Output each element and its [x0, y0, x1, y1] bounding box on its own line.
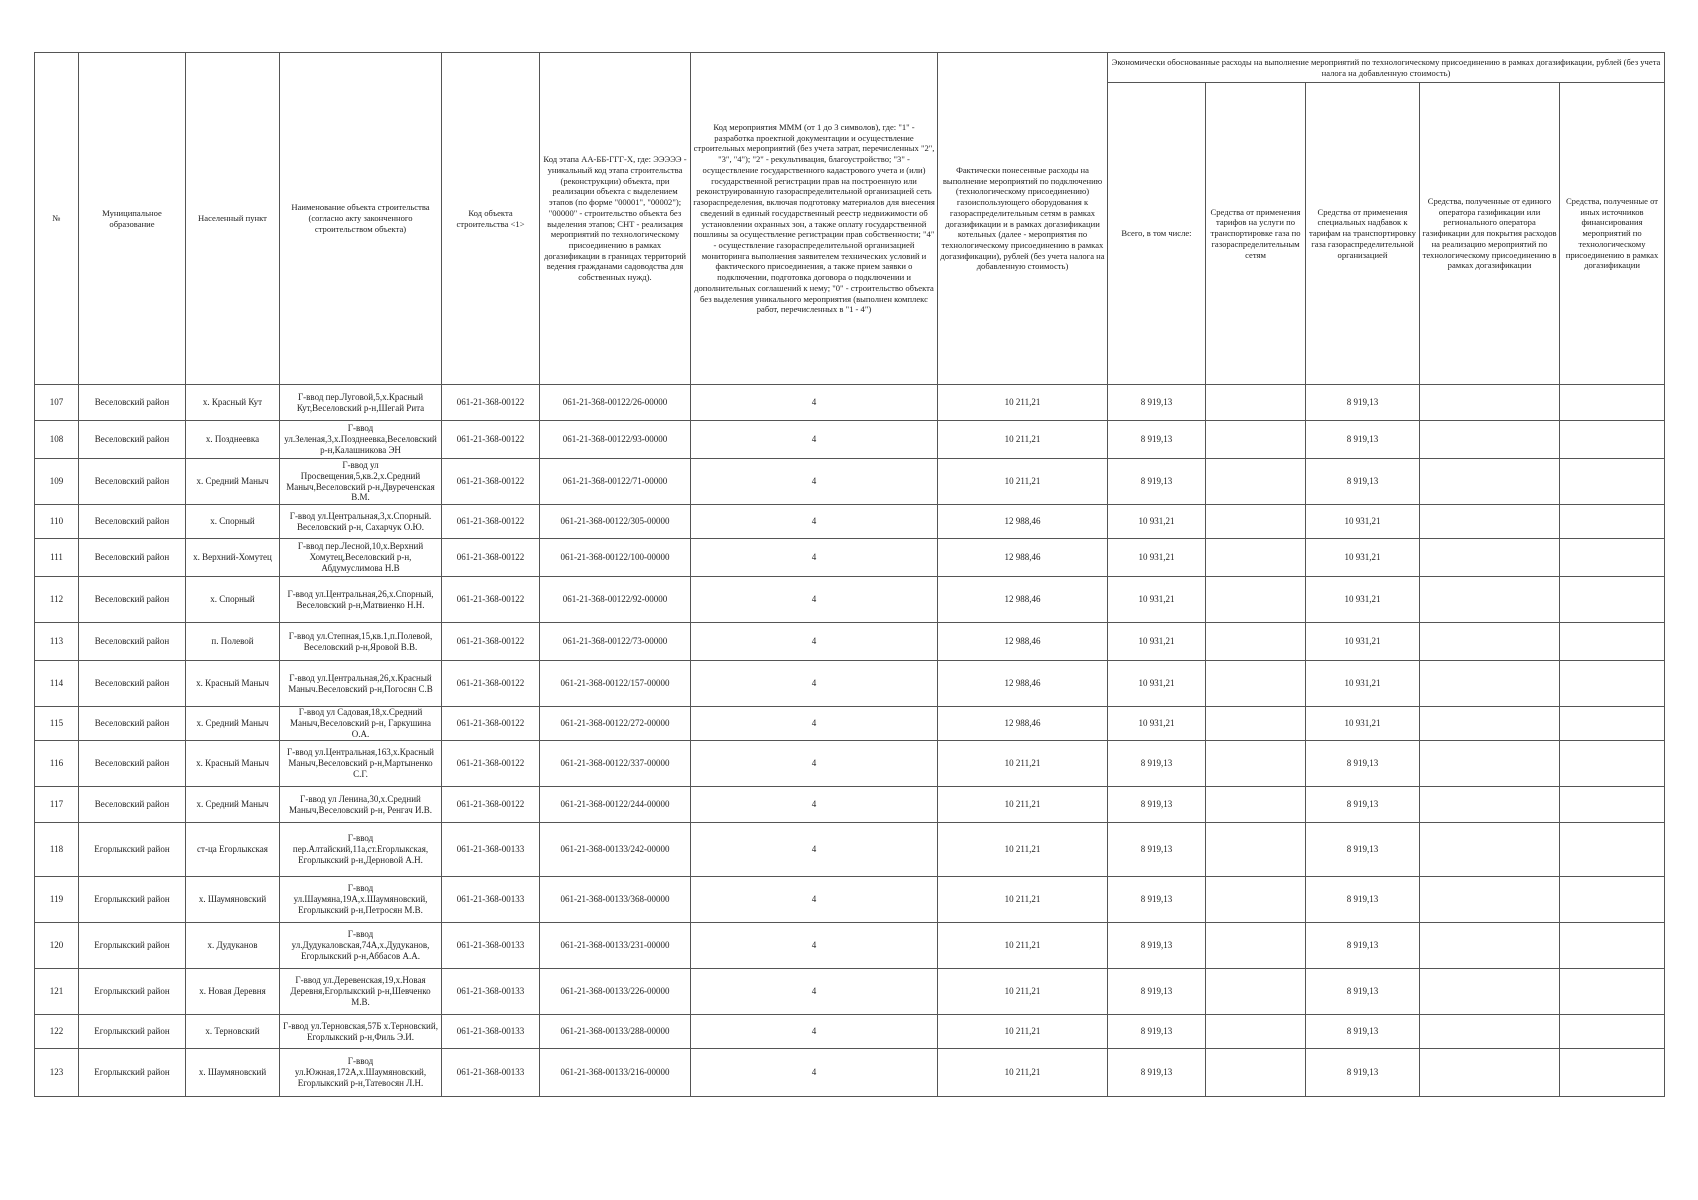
cell-tariff-funds	[1206, 459, 1306, 505]
cell-stage-code: 061-21-368-00133/231-00000	[540, 923, 691, 969]
cell-activity-code: 4	[691, 661, 938, 707]
cell-activity-code: 4	[691, 577, 938, 623]
cell-no: 107	[35, 385, 79, 421]
col-header-tariff-funds: Средства от применения тарифов на услуги по транспортировке газа по газораспределительным сетям	[1206, 83, 1306, 385]
cell-settlement: х. Красный Маныч	[186, 741, 280, 787]
cell-actual-costs: 12 988,46	[938, 623, 1108, 661]
cell-settlement: п. Полевой	[186, 623, 280, 661]
cell-special-surcharge: 8 919,13	[1306, 741, 1420, 787]
cell-total: 8 919,13	[1108, 459, 1206, 505]
cell-actual-costs: 10 211,21	[938, 1049, 1108, 1097]
cell-object-code: 061-21-368-00133	[442, 969, 540, 1015]
cell-special-surcharge: 10 931,21	[1306, 505, 1420, 539]
cell-municipality: Веселовский район	[79, 577, 186, 623]
cell-tariff-funds	[1206, 421, 1306, 459]
col-header-no: №	[35, 53, 79, 385]
cell-activity-code: 4	[691, 539, 938, 577]
cell-tariff-funds	[1206, 741, 1306, 787]
table-row	[35, 459, 1665, 505]
cell-other-sources	[1560, 741, 1665, 787]
cell-object-code: 061-21-368-00122	[442, 577, 540, 623]
cell-settlement: х. Красный Маныч	[186, 661, 280, 707]
cell-object-code: 061-21-368-00122	[442, 385, 540, 421]
cell-actual-costs: 10 211,21	[938, 787, 1108, 823]
cell-stage-code: 061-21-368-00133/216-00000	[540, 1049, 691, 1097]
cell-object-name: Г-ввод ул.Дудукаловская,74А,х.Дудуканов, Егорлыкский р-н,Аббасов А.А.	[280, 923, 442, 969]
cell-tariff-funds	[1206, 539, 1306, 577]
col-header-municipality: Муниципальное образование	[79, 53, 186, 385]
cell-other-sources	[1560, 385, 1665, 421]
cell-other-sources	[1560, 823, 1665, 877]
cell-object-name: Г-ввод пер.Луговой,5,х.Красный Кут,Веселовский р-н,Шегай Рита	[280, 385, 442, 421]
cell-object-code: 061-21-368-00122	[442, 421, 540, 459]
cell-other-sources	[1560, 923, 1665, 969]
col-header-object-code: Код объекта строительства <1>	[442, 53, 540, 385]
cell-actual-costs: 10 211,21	[938, 923, 1108, 969]
table-row	[35, 577, 1665, 623]
cell-settlement: х. Средний Маныч	[186, 707, 280, 741]
cell-total: 8 919,13	[1108, 969, 1206, 1015]
cell-tariff-funds	[1206, 877, 1306, 923]
cell-other-sources	[1560, 505, 1665, 539]
col-header-operator-funds: Средства, полученные от единого оператора газификации или регионального оператора газификации для покрытия расходов на реализацию мероприятий по технологическому присоединению в рамках догазификации	[1420, 83, 1560, 385]
cell-activity-code: 4	[691, 741, 938, 787]
cell-tariff-funds	[1206, 661, 1306, 707]
cell-total: 10 931,21	[1108, 623, 1206, 661]
cell-actual-costs: 12 988,46	[938, 707, 1108, 741]
cell-actual-costs: 10 211,21	[938, 969, 1108, 1015]
cell-special-surcharge: 8 919,13	[1306, 385, 1420, 421]
cell-total: 8 919,13	[1108, 877, 1206, 923]
cell-no: 116	[35, 741, 79, 787]
cell-municipality: Веселовский район	[79, 459, 186, 505]
cell-other-sources	[1560, 1015, 1665, 1049]
cell-no: 108	[35, 421, 79, 459]
cell-municipality: Веселовский район	[79, 787, 186, 823]
cell-no: 119	[35, 877, 79, 923]
cell-municipality: Егорлыкский район	[79, 1015, 186, 1049]
col-header-activity-code: Код мероприятия МММ (от 1 до 3 символов), где: "1" - разработка проектной документации и осуществление строительных мероприятий (без учета затрат, перечисленных "2", "3", "4"); "2" - рекультивация, благоустройство; "3" - осуществление государственного кадастрового учета и (или) государственной регистрации прав на построенную или реконструированную газораспределительной организацией сеть газораспределения, включая подготовку материалов для внесения сведений в единый государственный реестр недвижимости об установлении охранных зон, а также оплату государственной пошлины за осуществление регистрации прав собственности; "4" - осуществление газораспределительной организацией мониторинга выполнения заявителем технических условий и фактического присоединения, а также прием заявки о подключении, подготовка договора о подключении и дополнительных соглашений к нему; "0" - строительство объекта без выделения уникального мероприятия (выполнен комплекс работ, перечисленных в "1 - 4")	[691, 53, 938, 385]
cell-object-name: Г-ввод ул Садовая,18,х.Средний Маныч,Веселовский р-н, Гаркушина О.А.	[280, 707, 442, 741]
cell-other-sources	[1560, 539, 1665, 577]
cell-no: 117	[35, 787, 79, 823]
cell-settlement: х. Красный Кут	[186, 385, 280, 421]
cell-operator-funds	[1420, 1049, 1560, 1097]
cell-activity-code: 4	[691, 1015, 938, 1049]
cell-no: 111	[35, 539, 79, 577]
cell-special-surcharge: 10 931,21	[1306, 623, 1420, 661]
cell-other-sources	[1560, 421, 1665, 459]
cell-other-sources	[1560, 969, 1665, 1015]
cell-object-name: Г-ввод ул Ленина,30,х.Средний Маныч,Веселовский р-н, Ренгач И.В.	[280, 787, 442, 823]
cell-object-name: Г-ввод ул.Центральная,163,х.Красный Маныч,Веселовский р-н,Мартыненко С.Г.	[280, 741, 442, 787]
cell-settlement: х. Средний Маныч	[186, 459, 280, 505]
cell-tariff-funds	[1206, 577, 1306, 623]
cell-other-sources	[1560, 459, 1665, 505]
cell-special-surcharge: 8 919,13	[1306, 787, 1420, 823]
cell-stage-code: 061-21-368-00122/73-00000	[540, 623, 691, 661]
cell-special-surcharge: 8 919,13	[1306, 969, 1420, 1015]
cell-object-name: Г-ввод ул.Шаумяна,19А,х.Шаумяновский, Егорлыкский р-н,Петросян М.В.	[280, 877, 442, 923]
cell-activity-code: 4	[691, 421, 938, 459]
cell-tariff-funds	[1206, 623, 1306, 661]
cell-settlement: х. Дудуканов	[186, 923, 280, 969]
cell-activity-code: 4	[691, 877, 938, 923]
cell-stage-code: 061-21-368-00122/244-00000	[540, 787, 691, 823]
cell-operator-funds	[1420, 741, 1560, 787]
cell-object-name: Г-ввод ул.Зеленая,3,х.Позднеевка,Веселовский р-н,Калашникова ЭН	[280, 421, 442, 459]
cell-stage-code: 061-21-368-00122/92-00000	[540, 577, 691, 623]
cell-special-surcharge: 10 931,21	[1306, 539, 1420, 577]
cell-object-code: 061-21-368-00122	[442, 787, 540, 823]
cell-municipality: Веселовский район	[79, 539, 186, 577]
cell-tariff-funds	[1206, 823, 1306, 877]
cell-special-surcharge: 8 919,13	[1306, 923, 1420, 969]
cell-operator-funds	[1420, 505, 1560, 539]
table-row	[35, 661, 1665, 707]
cell-object-code: 061-21-368-00133	[442, 823, 540, 877]
cell-object-name: Г-ввод ул.Деревенская,19,х.Новая Деревня,Егорлыкский р-н,Шевченко М.В.	[280, 969, 442, 1015]
cell-total: 10 931,21	[1108, 577, 1206, 623]
cell-tariff-funds	[1206, 1049, 1306, 1097]
cell-operator-funds	[1420, 577, 1560, 623]
col-header-object-name: Наименование объекта строительства (согласно акту законченного строительством объекта)	[280, 53, 442, 385]
cell-object-name: Г-ввод пер.Лесной,10,х.Верхний Хомутец,Веселовский р-н, Абдумуслимова Н.В	[280, 539, 442, 577]
cell-municipality: Егорлыкский район	[79, 877, 186, 923]
table-row	[35, 539, 1665, 577]
cell-settlement: х. Спорный	[186, 505, 280, 539]
cell-stage-code: 061-21-368-00122/100-00000	[540, 539, 691, 577]
cell-other-sources	[1560, 877, 1665, 923]
cell-activity-code: 4	[691, 969, 938, 1015]
cell-settlement: х. Позднеевка	[186, 421, 280, 459]
cell-object-code: 061-21-368-00133	[442, 1049, 540, 1097]
cell-activity-code: 4	[691, 823, 938, 877]
cell-object-code: 061-21-368-00122	[442, 505, 540, 539]
cell-settlement: х. Шаумяновский	[186, 877, 280, 923]
cell-activity-code: 4	[691, 1049, 938, 1097]
cell-municipality: Веселовский район	[79, 741, 186, 787]
cell-object-code: 061-21-368-00122	[442, 539, 540, 577]
col-header-group-economic-costs: Экономически обоснованные расходы на выполнение мероприятий по технологическому присоединению в рамках догазификации, рублей (без учета налога на добавленную стоимость)	[1108, 53, 1665, 83]
cell-municipality: Егорлыкский район	[79, 969, 186, 1015]
table-row	[35, 421, 1665, 459]
table-header	[35, 53, 1665, 385]
cell-activity-code: 4	[691, 385, 938, 421]
table-row	[35, 1049, 1665, 1097]
col-header-other-sources: Средства, полученные от иных источников финансирования мероприятий по технологическому присоединению в рамках догазификации	[1560, 83, 1665, 385]
table-row	[35, 623, 1665, 661]
cell-tariff-funds	[1206, 787, 1306, 823]
cell-stage-code: 061-21-368-00122/93-00000	[540, 421, 691, 459]
cell-settlement: х. Шаумяновский	[186, 1049, 280, 1097]
cell-object-name: Г-ввод ул.Южная,172А,х.Шаумяновский, Егорлыкский р-н,Татевосян Л.Н.	[280, 1049, 442, 1097]
col-header-total: Всего, в том числе:	[1108, 83, 1206, 385]
cell-total: 8 919,13	[1108, 385, 1206, 421]
cell-operator-funds	[1420, 923, 1560, 969]
cell-stage-code: 061-21-368-00122/305-00000	[540, 505, 691, 539]
table-row	[35, 707, 1665, 741]
cell-municipality: Веселовский район	[79, 661, 186, 707]
cell-special-surcharge: 8 919,13	[1306, 1015, 1420, 1049]
cell-object-code: 061-21-368-00133	[442, 877, 540, 923]
cell-settlement: х. Спорный	[186, 577, 280, 623]
table-row	[35, 741, 1665, 787]
cell-operator-funds	[1420, 459, 1560, 505]
cell-municipality: Егорлыкский район	[79, 923, 186, 969]
cell-operator-funds	[1420, 787, 1560, 823]
table-row	[35, 505, 1665, 539]
cell-no: 112	[35, 577, 79, 623]
cell-no: 123	[35, 1049, 79, 1097]
cell-municipality: Веселовский район	[79, 623, 186, 661]
cell-no: 114	[35, 661, 79, 707]
table-body	[35, 385, 1665, 1097]
cell-tariff-funds	[1206, 969, 1306, 1015]
cell-activity-code: 4	[691, 923, 938, 969]
col-header-stage-code: Код этапа АА-ББ-ГГГ-Х, где: ЭЭЭЭЭ - уникальный код этапа строительства (реконструкции) объекта, при реализации объекта с выделением этапов (по форме "00001", "00002"); "00000" - строительство объекта без выделения этапов; СНТ - реализация мероприятий по технологическому присоединению в рамках догазификации в границах территорий ведения гражданами садоводства для собственных нужд).	[540, 53, 691, 385]
cell-municipality: Егорлыкский район	[79, 823, 186, 877]
table-row	[35, 923, 1665, 969]
cell-stage-code: 061-21-368-00133/288-00000	[540, 1015, 691, 1049]
cell-municipality: Веселовский район	[79, 421, 186, 459]
cell-municipality: Веселовский район	[79, 385, 186, 421]
cell-municipality: Веселовский район	[79, 707, 186, 741]
cell-object-name: Г-ввод ул Просвещения,5,кв.2,х.Средний Маныч,Веселовский р-н,Двуреченская В.М.	[280, 459, 442, 505]
table-row	[35, 787, 1665, 823]
cell-activity-code: 4	[691, 623, 938, 661]
table-row	[35, 823, 1665, 877]
cell-other-sources	[1560, 577, 1665, 623]
cell-other-sources	[1560, 787, 1665, 823]
cell-stage-code: 061-21-368-00122/71-00000	[540, 459, 691, 505]
cell-total: 10 931,21	[1108, 539, 1206, 577]
cell-other-sources	[1560, 623, 1665, 661]
cell-operator-funds	[1420, 421, 1560, 459]
cell-total: 8 919,13	[1108, 923, 1206, 969]
cell-total: 8 919,13	[1108, 1049, 1206, 1097]
cell-tariff-funds	[1206, 385, 1306, 421]
cell-special-surcharge: 10 931,21	[1306, 577, 1420, 623]
cell-activity-code: 4	[691, 787, 938, 823]
cell-no: 120	[35, 923, 79, 969]
cell-object-name: Г-ввод ул.Центральная,3,х.Спорный. Веселовский р-н, Сахарчук О.Ю.	[280, 505, 442, 539]
cell-no: 109	[35, 459, 79, 505]
cell-stage-code: 061-21-368-00133/368-00000	[540, 877, 691, 923]
cell-stage-code: 061-21-368-00133/242-00000	[540, 823, 691, 877]
cell-object-code: 061-21-368-00133	[442, 923, 540, 969]
cell-tariff-funds	[1206, 505, 1306, 539]
cell-no: 113	[35, 623, 79, 661]
cell-municipality: Веселовский район	[79, 505, 186, 539]
cell-no: 122	[35, 1015, 79, 1049]
cell-special-surcharge: 8 919,13	[1306, 421, 1420, 459]
table-row	[35, 385, 1665, 421]
col-header-settlement: Населенный пункт	[186, 53, 280, 385]
cell-object-code: 061-21-368-00122	[442, 741, 540, 787]
cell-total: 8 919,13	[1108, 823, 1206, 877]
cell-total: 10 931,21	[1108, 707, 1206, 741]
cell-no: 110	[35, 505, 79, 539]
cell-total: 10 931,21	[1108, 661, 1206, 707]
cell-settlement: ст-ца Егорлыкская	[186, 823, 280, 877]
cell-no: 115	[35, 707, 79, 741]
cell-object-name: Г-ввод ул.Центральная,26,х.Спорный, Веселовский р-н,Матвиенко Н.Н.	[280, 577, 442, 623]
cell-total: 8 919,13	[1108, 421, 1206, 459]
cell-total: 8 919,13	[1108, 741, 1206, 787]
cell-actual-costs: 10 211,21	[938, 877, 1108, 923]
col-header-special-surcharge: Средства от применения специальных надбавок к тарифам на транспортировку газа газораспределительной организацией	[1306, 83, 1420, 385]
cell-stage-code: 061-21-368-00122/157-00000	[540, 661, 691, 707]
cell-operator-funds	[1420, 823, 1560, 877]
cell-actual-costs: 12 988,46	[938, 577, 1108, 623]
cell-object-name: Г-ввод пер.Алтайский,11а,ст.Егорлыкская, Егорлыкский р-н,Дерновой А.Н.	[280, 823, 442, 877]
cell-object-code: 061-21-368-00122	[442, 623, 540, 661]
cell-operator-funds	[1420, 969, 1560, 1015]
cell-special-surcharge: 10 931,21	[1306, 661, 1420, 707]
cell-actual-costs: 10 211,21	[938, 385, 1108, 421]
cell-total: 8 919,13	[1108, 787, 1206, 823]
cell-operator-funds	[1420, 877, 1560, 923]
cell-total: 8 919,13	[1108, 1015, 1206, 1049]
cell-activity-code: 4	[691, 505, 938, 539]
cell-operator-funds	[1420, 661, 1560, 707]
cell-settlement: х. Терновский	[186, 1015, 280, 1049]
cell-object-name: Г-ввод ул.Терновская,57Б х.Терновский, Егорлыкский р-н,Филь Э.И.	[280, 1015, 442, 1049]
cell-stage-code: 061-21-368-00122/337-00000	[540, 741, 691, 787]
cell-object-code: 061-21-368-00122	[442, 661, 540, 707]
cell-stage-code: 061-21-368-00122/26-00000	[540, 385, 691, 421]
cell-stage-code: 061-21-368-00122/272-00000	[540, 707, 691, 741]
cell-special-surcharge: 8 919,13	[1306, 823, 1420, 877]
cell-object-code: 061-21-368-00122	[442, 459, 540, 505]
cell-actual-costs: 12 988,46	[938, 505, 1108, 539]
cell-activity-code: 4	[691, 707, 938, 741]
cell-municipality: Егорлыкский район	[79, 1049, 186, 1097]
cell-settlement: х. Верхний-Хомутец	[186, 539, 280, 577]
cell-object-code: 061-21-368-00133	[442, 1015, 540, 1049]
table-row	[35, 969, 1665, 1015]
cell-special-surcharge: 10 931,21	[1306, 707, 1420, 741]
cell-other-sources	[1560, 1049, 1665, 1097]
cell-actual-costs: 10 211,21	[938, 421, 1108, 459]
cell-tariff-funds	[1206, 923, 1306, 969]
cell-activity-code: 4	[691, 459, 938, 505]
cell-actual-costs: 10 211,21	[938, 459, 1108, 505]
cell-object-name: Г-ввод ул.Степная,15,кв.1,п.Полевой, Веселовский р-н,Яровой В.В.	[280, 623, 442, 661]
cell-actual-costs: 10 211,21	[938, 741, 1108, 787]
cell-other-sources	[1560, 707, 1665, 741]
cell-stage-code: 061-21-368-00133/226-00000	[540, 969, 691, 1015]
cell-no: 121	[35, 969, 79, 1015]
cell-total: 10 931,21	[1108, 505, 1206, 539]
cell-special-surcharge: 8 919,13	[1306, 459, 1420, 505]
cell-settlement: х. Новая Деревня	[186, 969, 280, 1015]
cell-no: 118	[35, 823, 79, 877]
cell-settlement: х. Средний Маныч	[186, 787, 280, 823]
cell-tariff-funds	[1206, 1015, 1306, 1049]
cell-actual-costs: 12 988,46	[938, 661, 1108, 707]
cell-object-name: Г-ввод ул.Центральная,26,х.Красный Маныч.Веселовский р-н,Погосян С.В	[280, 661, 442, 707]
cell-special-surcharge: 8 919,13	[1306, 1049, 1420, 1097]
cell-operator-funds	[1420, 1015, 1560, 1049]
cell-operator-funds	[1420, 707, 1560, 741]
cell-special-surcharge: 8 919,13	[1306, 877, 1420, 923]
tech-connection-costs-table	[34, 52, 1665, 1097]
col-header-actual-costs: Фактически понесенные расходы на выполнение мероприятий по подключению (технологическому присоединению) газоиспользующего оборудования к газораспределительным сетям в рамках догазификации и в рамках догазификации котельных (далее - мероприятия по технологическому присоединению в рамках догазификации), рублей (без учета налога на добавленную стоимость)	[938, 53, 1108, 385]
cell-operator-funds	[1420, 539, 1560, 577]
cell-actual-costs: 12 988,46	[938, 539, 1108, 577]
cell-actual-costs: 10 211,21	[938, 823, 1108, 877]
cell-actual-costs: 10 211,21	[938, 1015, 1108, 1049]
table-row	[35, 1015, 1665, 1049]
cell-object-code: 061-21-368-00122	[442, 707, 540, 741]
table-row	[35, 877, 1665, 923]
cell-operator-funds	[1420, 623, 1560, 661]
cell-tariff-funds	[1206, 707, 1306, 741]
cell-other-sources	[1560, 661, 1665, 707]
cell-operator-funds	[1420, 385, 1560, 421]
